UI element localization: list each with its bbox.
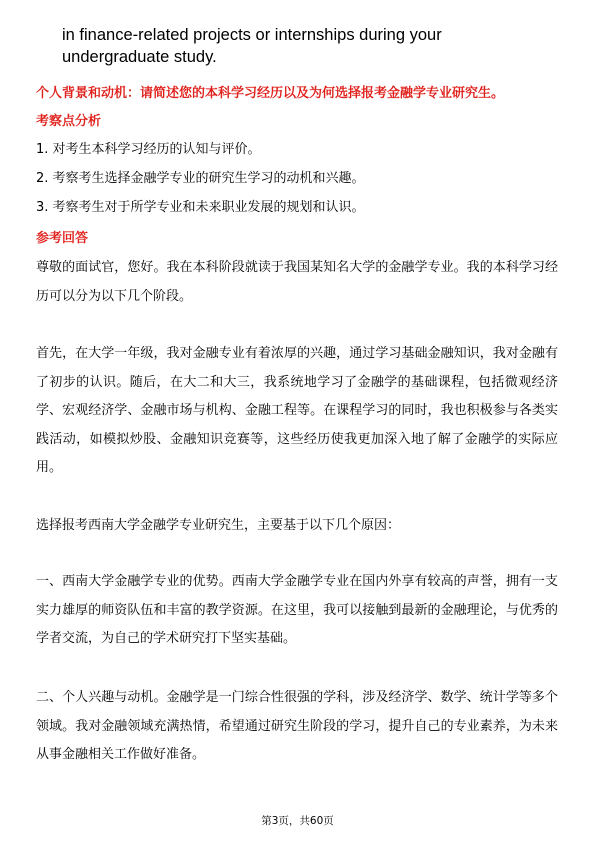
question-title: 个人背景和动机：请简述您的本科学习经历以及为何选择报考金融学专业研究生。 <box>36 86 505 101</box>
answer-paragraph: 尊敬的面试官，您好。我在本科阶段就读于我国某知名大学的金融学专业。我的本科学习经历可以分为以下几个阶段。 <box>36 260 558 304</box>
analysis-point: 3. 考察考生对于所学专业和未来职业发展的规划和认识。 <box>36 200 365 215</box>
page-number: 第3页，共60页 <box>261 815 334 827</box>
answer-paragraph: 二、个人兴趣与动机。金融学是一门综合性很强的学科，涉及经济学、数学、统计学等多个领域。我对金融领域充满热情，希望通过研究生阶段的学习，提升自己的专业素养，为未来从事金融相关工作做好准备。 <box>36 690 558 762</box>
answer-paragraph: 首先，在大学一年级，我对金融专业有着浓厚的兴趣，通过学习基础金融知识，我对金融有了初步的认识。随后，在大二和大三，我系统地学习了金融学的基础课程，包括微观经济学、宏观经济学、金融市场与机构、金融工程等。在课程学习的同时，我也积极参与各类实践活动，如模拟炒股、金融知识竞赛等，这些经历使我更加深入地了解了金融学的实际应用。 <box>36 346 558 475</box>
analysis-point: 2. 考察考生选择金融学专业的研究生学习的动机和兴趣。 <box>36 171 365 186</box>
analysis-heading: 考察点分析 <box>36 114 102 129</box>
continuation-text: in finance-related projects or internships during your undergraduate study. <box>62 26 442 66</box>
answer-paragraph: 选择报考西南大学金融学专业研究生，主要基于以下几个原因： <box>36 518 401 533</box>
analysis-point: 1. 对考生本科学习经历的认知与评价。 <box>36 142 261 157</box>
answer-heading: 参考回答 <box>36 231 89 246</box>
answer-paragraph: 一、西南大学金融学专业的优势。西南大学金融学专业在国内外享有较高的声誉，拥有一支实力雄厚的师资队伍和丰富的教学资源。在这里，我可以接触到最新的金融理论，与优秀的学者交流，为自己的学术研究打下坚实基础。 <box>36 574 558 646</box>
